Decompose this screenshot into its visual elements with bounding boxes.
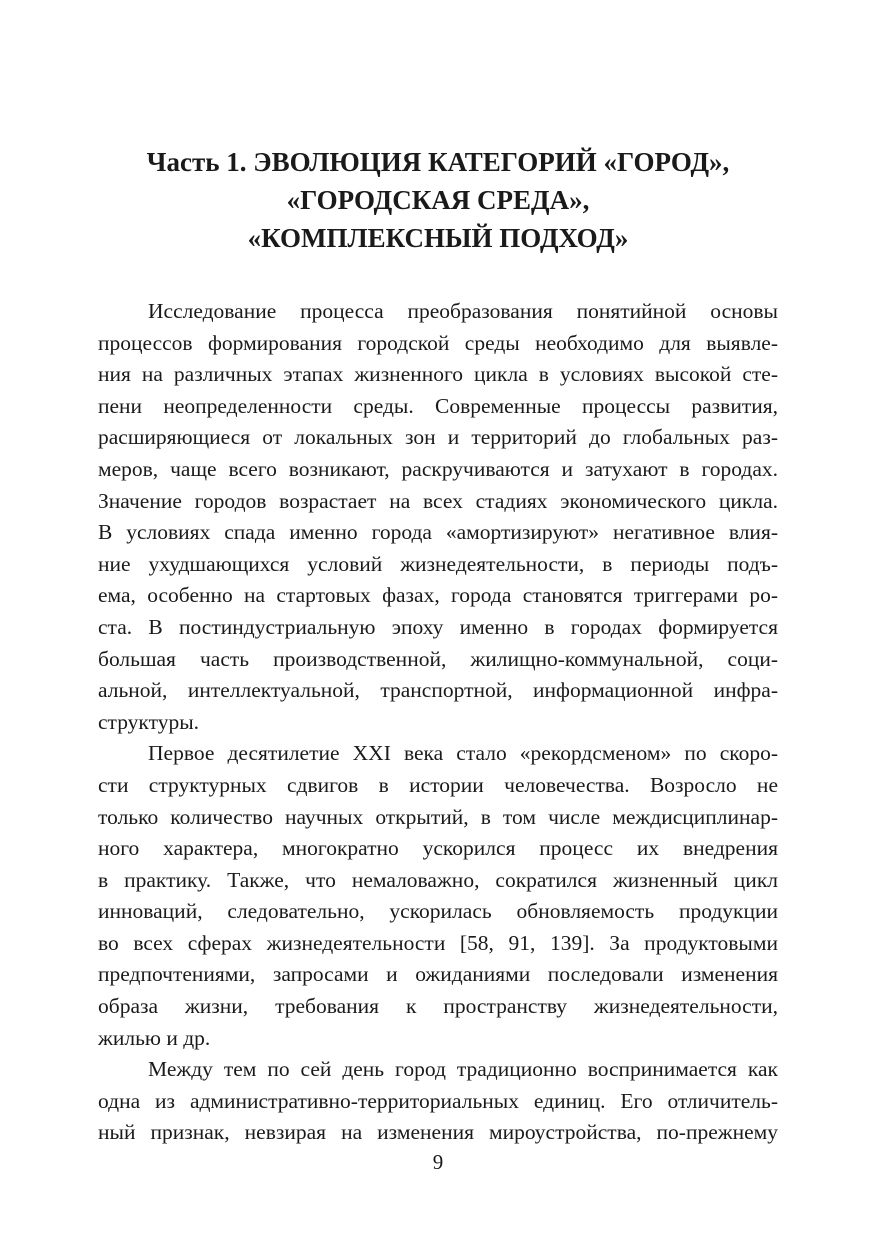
text-line: альной, интеллектуальной, транспортной, информационной инфра- <box>98 678 778 703</box>
text-line: расширяющиеся от локальных зон и территорий до глобальных раз- <box>98 425 778 450</box>
page-number: 9 <box>432 1150 444 1174</box>
text-line: ста. В постиндустриальную эпоху именно в городах формируется <box>98 614 778 639</box>
body-text <box>98 296 778 1149</box>
text-line: одна из административно-территориальных единиц. Его отличитель- <box>98 1088 778 1113</box>
text-line: в практику. Также, что немаловажно, сократился жизненный цикл <box>98 867 778 892</box>
heading-line: Часть 1. ЭВОЛЮЦИЯ КАТЕГОРИЙ «ГОРОД», <box>146 147 730 177</box>
text-line: инноваций, следовательно, ускорилась обновляемость продукции <box>98 899 778 924</box>
paragraph-1 <box>98 296 778 738</box>
text-line: сти структурных сдвигов в истории человечества. Возросло не <box>98 772 778 797</box>
text-line: Исследование процесса преобразования понятийной основы <box>148 299 778 323</box>
text-line: только количество научных открытий, в том числе междисциплинар- <box>98 804 778 829</box>
text-line: образа жизни, требования к пространству жизнедеятельности, <box>98 994 778 1019</box>
text-line: В условиях спада именно города «амортизируют» негативное влия- <box>98 520 778 545</box>
paragraph-3 <box>98 1054 778 1149</box>
text-line: Значение городов возрастает на всех стадиях экономического цикла. <box>98 488 778 513</box>
text-line: предпочтениями, запросами и ожиданиями последовали изменения <box>98 962 778 987</box>
text-line: Между тем по сей день город традиционно воспринимается как <box>148 1057 778 1082</box>
text-line: ного характера, многократно ускорился процесс их внедрения <box>98 836 778 861</box>
text-line: пени неопределенности среды. Современные процессы развития, <box>98 393 778 418</box>
paragraph-2 <box>98 738 778 1054</box>
heading-line: «КОМПЛЕКСНЫЙ ПОДХОД» <box>247 223 629 253</box>
text-line: ния на различных этапах жизненного цикла в условиях высокой сте- <box>98 362 778 387</box>
chapter-heading <box>60 143 816 257</box>
heading-line: «ГОРОДСКАЯ СРЕДА», <box>286 185 590 215</box>
text-line: большая часть производственной, жилищно-коммунальной, соци- <box>98 646 778 671</box>
text-line: во всех сферах жизнедеятельности [58, 91, 139]. За продуктовыми <box>98 930 778 955</box>
text-line: жилью и др. <box>98 1025 211 1050</box>
text-line: ема, особенно на стартовых фазах, города становятся триггерами ро- <box>98 583 778 608</box>
text-line: ный признак, невзирая на изменения мироустройства, по-прежнему <box>98 1120 778 1145</box>
text-line: структуры. <box>98 709 200 734</box>
text-line: ние ухудшающихся условий жизнедеятельности, в периоды подъ- <box>98 551 778 576</box>
text-line: Первое десятилетие XXI века стало «рекордсменом» по скоро- <box>148 741 778 766</box>
text-line: процессов формирования городской среды необходимо для выявле- <box>98 330 778 355</box>
text-line: меров, чаще всего возникают, раскручиваются и затухают в городах. <box>98 456 778 481</box>
